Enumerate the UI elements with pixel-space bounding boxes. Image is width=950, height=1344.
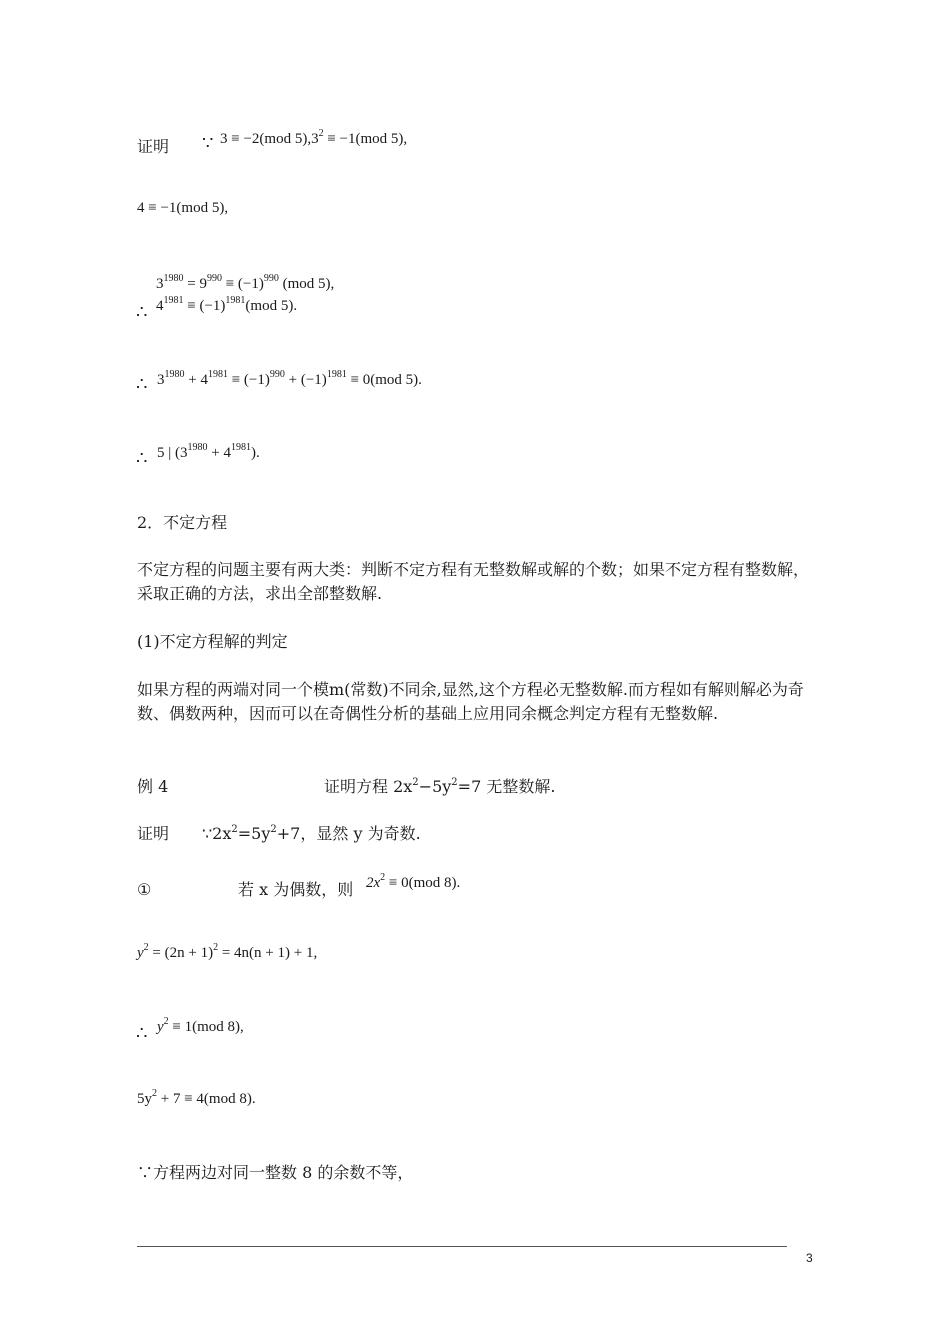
proof-label-2: 证明 [137,824,170,843]
therefore-symbol-3: ∴ [136,448,148,469]
math-congruence-3b: $4^{1981} \equiv (-1)^{1981}(mod$ 5). [156,295,298,314]
paragraph-intro: 不定方程的问题主要有两大类：判断不定方程有无整数解或解的个数；如果不定方程有整数解，采取正确的方法，求出全部整数解. [137,560,810,603]
example-label: 例 4 [137,777,169,796]
footer-divider [137,1246,787,1247]
case-number: ① [137,880,152,899]
subheading: (1)不定方程解的判定 [137,632,288,651]
math-case-congruence: $2x^2 \equiv 0(mod$ 8). [366,872,461,891]
math-congruence-2: 4 ≡ −1(mod 5), [137,200,229,216]
paragraph-method: 如果方程的两端对同一个模m(常数)不同余,显然,这个方程必无整数解.而方程如有解则解必为奇数、偶数两种，因而可以在奇偶性分析的基础上应用同余概念判定方程有无整数解. [137,680,804,723]
therefore-symbol-1: ∴ [136,302,148,323]
because-symbol: ∵ [202,133,214,154]
therefore-symbol-4: ∴ [136,1023,148,1044]
example-statement: 证明方程 $2x^2-5y^2=7$ 无整数解. [324,777,556,796]
proof-label-1: 证明 [137,137,170,156]
proof-statement: $\because 2x^2=5y^2+7$，显然 y 为奇数. [202,824,421,843]
math-congruence-4: $3^{1980} + 4^{1981} \equiv (-1)^{990} + (-1)^{1981} \equiv 0(mod$ 5). [157,369,422,388]
section-heading: 2．不定方程 [137,513,228,532]
therefore-symbol-2: ∴ [136,374,148,395]
math-congruence-3a: $3^{1980} = 9^{990} \equiv (-1)^{990}$ (mod 5), [156,273,335,292]
math-y-squared-expansion: $y^2 = (2n + 1)^2 = 4n(n + 1) + 1$, [137,942,318,961]
conclusion-line: ∵方程两边对同一整数 8 的余数不等， [137,1163,414,1182]
case-text: 若 x 为偶数，则 [238,880,354,899]
math-divisibility: 5 | $(3^{1980} + 4^{1981})$. [157,442,260,461]
math-congruence-1: 3 ≡ −2(mod $5),3^2 \equiv -1(mod$ 5), [220,128,408,147]
math-5y-squared: $5y^2 + 7 \equiv 4(mod$ 8). [137,1088,256,1107]
page-number: 3 [806,1251,813,1265]
math-y-squared-mod: $y^2 \equiv 1(mod$ 8), [157,1016,244,1035]
